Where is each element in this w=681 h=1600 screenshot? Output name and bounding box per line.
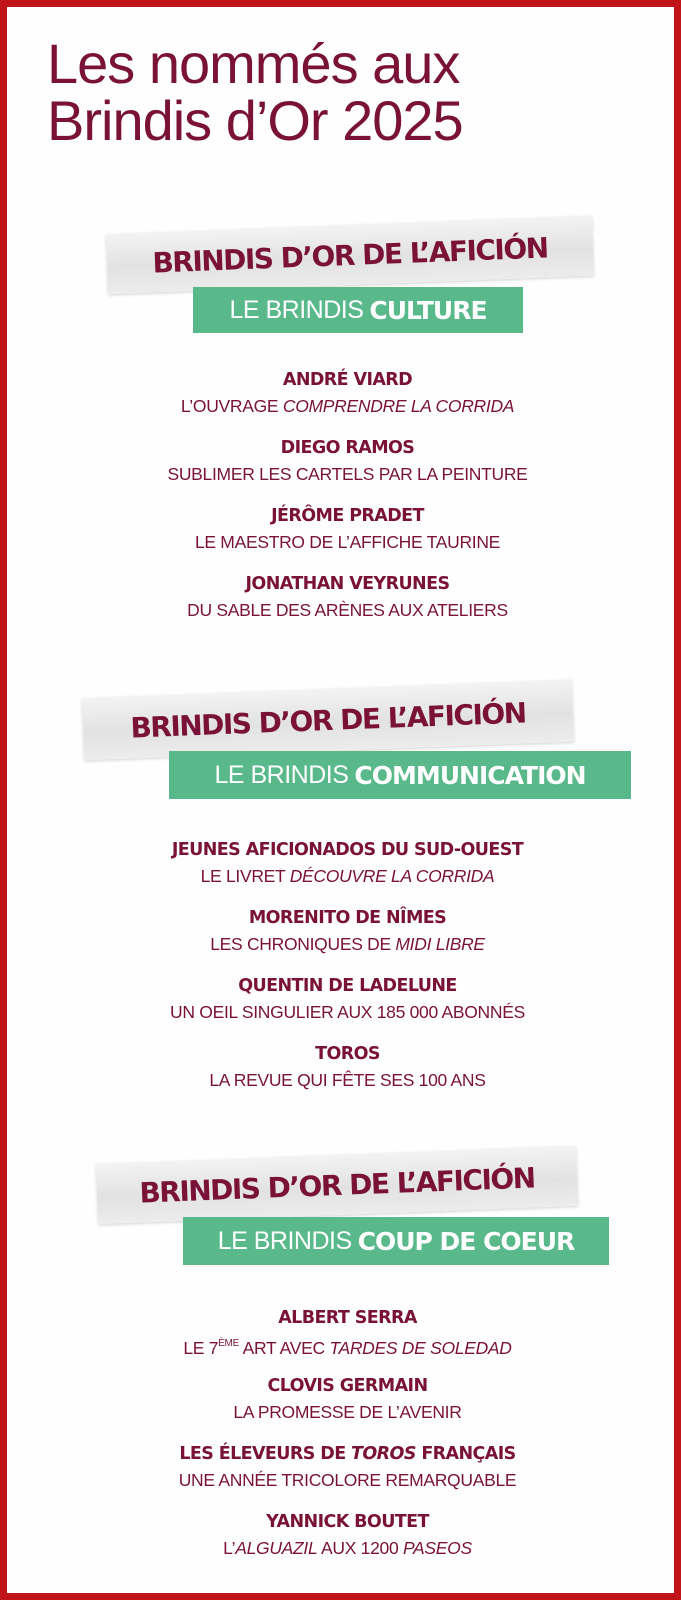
nominee — [7, 503, 681, 571]
nominee-name — [7, 1441, 681, 1467]
nominee — [7, 1041, 681, 1109]
nominee-description: SUBLIMER LES CARTELS PAR LA PEINTURE — [167, 464, 528, 484]
nominee — [7, 1441, 681, 1509]
name-title: TOROS — [351, 1444, 416, 1464]
desc-text: L’ — [223, 1538, 236, 1558]
nominee-name: TOROS — [315, 1044, 380, 1064]
ribbon-prefix: LE BRINDIS — [229, 295, 364, 324]
page-title — [47, 32, 463, 152]
desc-title: ALGUAZIL — [235, 1538, 318, 1558]
nominee-name: ALBERT SERRA — [278, 1308, 417, 1328]
tape-label: BRINDIS D’OR DE L’AFICIÓN — [151, 230, 549, 280]
nominee-description: LA REVUE QUI FÊTE SES 100 ANS — [209, 1070, 486, 1090]
desc-title: TARDES DE SOLEDAD — [329, 1338, 512, 1358]
nominee-name: QUENTIN DE LADELUNE — [238, 976, 457, 996]
nominee — [7, 1509, 681, 1577]
nominee-description: LE MAESTRO DE L’AFFICHE TAURINE — [194, 532, 501, 552]
desc-text-mid: ART AVEC — [238, 1338, 330, 1358]
page-title-line2: Brindis d’Or 2025 — [47, 89, 463, 152]
nominee — [7, 571, 681, 639]
ribbon-category: COUP DE COEUR — [357, 1226, 575, 1256]
tape-label: BRINDIS D’OR DE L’AFICIÓN — [129, 695, 527, 745]
nominee — [7, 1373, 681, 1441]
desc-title: DÉCOUVRE LA CORRIDA — [289, 866, 495, 886]
nominee — [7, 905, 681, 973]
nominee — [7, 435, 681, 503]
ribbon-prefix: LE BRINDIS — [217, 1226, 352, 1255]
nominee-description: UNE ANNÉE TRICOLORE REMARQUABLE — [178, 1470, 517, 1490]
nominee-name: ANDRÉ VIARD — [282, 370, 413, 390]
nominee-name: DIEGO RAMOS — [280, 438, 415, 458]
desc-text: L’OUVRAGE — [180, 396, 283, 416]
ribbon-category: CULTURE — [369, 295, 487, 325]
desc-text-mid: AUX 1200 — [317, 1538, 403, 1558]
nominee-name: JEUNES AFICIONADOS DU SUD-OUEST — [171, 840, 524, 860]
nominee — [7, 367, 681, 435]
nominee-name: MORENITO DE NÎMES — [248, 908, 447, 928]
desc-superscript: ÈME — [218, 1338, 239, 1349]
nominee-description — [7, 1331, 681, 1357]
ribbon-prefix: LE BRINDIS — [214, 760, 349, 789]
tape-label: BRINDIS D’OR DE L’AFICIÓN — [138, 1160, 536, 1210]
nominee-name: JÉRÔME PRADET — [271, 506, 424, 526]
section-tape — [96, 1146, 578, 1224]
nominee-description: UN OEIL SINGULIER AUX 185 000 ABONNÉS — [170, 1002, 525, 1022]
nominee-description — [7, 1535, 681, 1561]
nominee-list — [7, 1305, 681, 1577]
nominee — [7, 973, 681, 1041]
section-ribbon — [183, 1217, 609, 1265]
nominee-list — [7, 367, 681, 639]
desc-text: LE 7 — [183, 1338, 219, 1358]
page-title-line1: Les nommés aux — [47, 32, 460, 95]
desc-title-end: PASEOS — [402, 1538, 472, 1558]
nominee-description — [7, 393, 681, 419]
desc-text: LES CHRONIQUES DE — [210, 934, 396, 954]
section-tape — [106, 216, 594, 295]
nominee — [7, 837, 681, 905]
name-text-end: FRANÇAIS — [415, 1444, 516, 1464]
nominee-list — [7, 837, 681, 1109]
nominee — [7, 1305, 681, 1373]
desc-text: LE LIVRET — [200, 866, 290, 886]
nominee-name: CLOVIS GERMAIN — [267, 1376, 428, 1396]
desc-title: MIDI LIBRE — [395, 934, 485, 954]
section-tape — [82, 680, 574, 761]
nominee-description — [7, 863, 681, 889]
nominee-name: YANNICK BOUTET — [266, 1512, 429, 1532]
section-ribbon — [169, 751, 631, 799]
nominee-description — [7, 931, 681, 957]
name-text: LES ÉLEVEURS DE — [179, 1444, 352, 1464]
nominee-description: DU SABLE DES ARÈNES AUX ATELIERS — [187, 600, 508, 620]
ribbon-category: COMMUNICATION — [354, 760, 586, 790]
nominee-name: JONATHAN VEYRUNES — [245, 574, 450, 594]
section-ribbon — [193, 287, 523, 333]
nominee-description: LA PROMESSE DE L’AVENIR — [233, 1402, 462, 1422]
desc-title: COMPRENDRE LA CORRIDA — [282, 396, 515, 416]
